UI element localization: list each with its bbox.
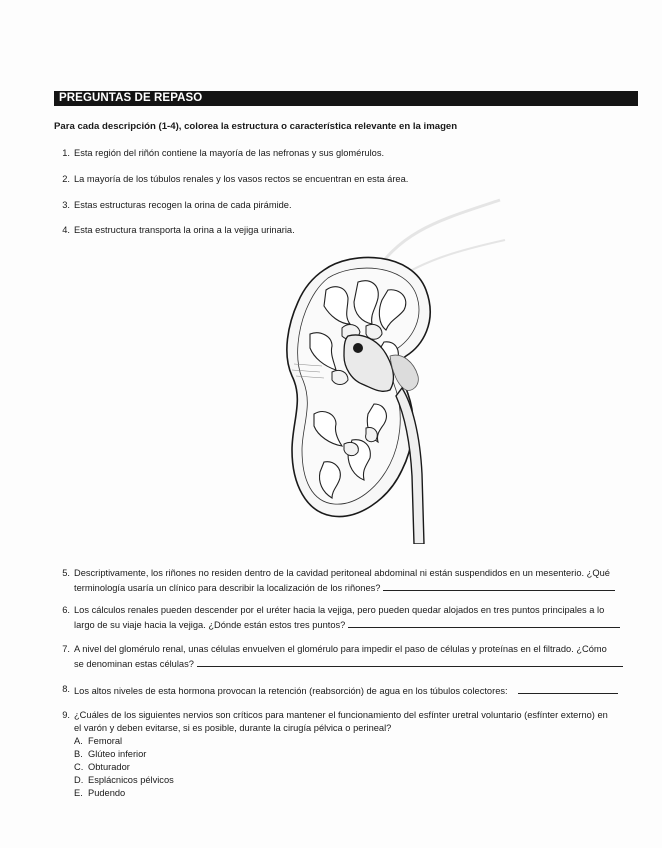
option-e[interactable]: E. Pudendo [74, 788, 126, 798]
answer-options [74, 735, 644, 800]
option-c[interactable]: C. Obturador [74, 762, 130, 772]
question-text-line1: ¿Cuáles de los siguientes nervios son críticos para mantener el funcionamiento del esfínter uretral voluntario (esfínter externo) en [74, 710, 608, 720]
option-b[interactable]: B. Glúteo inferior [74, 749, 147, 759]
question-text-line1: A nivel del glomérulo renal, unas células envuelven el glomérulo para impedir el paso de células y proteínas en el filtrado. ¿Cómo [74, 644, 607, 654]
question-text: Esta región del riñón contiene la mayoría de las nefronas y sus glomérulos. [74, 148, 385, 158]
question-text-line2: terminología usaría un clínico para describir la localización de los riñones? [74, 583, 381, 593]
question-text: Esta estructura transporta la orina a la vejiga urinaria. [74, 225, 295, 235]
question-text-line1: Los cálculos renales pueden descender por el uréter hacia la vejiga, pero pueden quedar alojados en tres puntos principales a lo [74, 605, 605, 615]
question-text-line2: se denominan estas células? [74, 659, 194, 669]
question-text: La mayoría de los túbulos renales y los vasos rectos se encuentran en esta área. [74, 174, 409, 184]
question-3 [54, 199, 644, 212]
question-6 [54, 604, 644, 632]
question-number: 5. [62, 568, 70, 578]
question-text-line1: Los altos niveles de esta hormona provocan la retención (reabsorción) de agua en los túbulos colectores: [74, 686, 508, 696]
question-number: 4. [62, 225, 70, 235]
question-number: 3. [62, 200, 70, 210]
option-d[interactable]: D. Esplácnicos pélvicos [74, 775, 174, 785]
question-number: 9. [62, 710, 70, 720]
question-text-line1: Descriptivamente, los riñones no residen dentro de la cavidad peritoneal abdominal ni están suspendidos en un mesenterio. ¿Qué [74, 568, 610, 578]
answer-blank[interactable] [383, 580, 615, 591]
question-number: 6. [62, 605, 70, 615]
answer-blank[interactable] [197, 656, 623, 667]
question-5 [54, 567, 644, 595]
question-1 [54, 147, 644, 160]
section-title: PREGUNTAS DE REPASO [59, 92, 203, 104]
question-text-line2: largo de su viaje hacia la vejiga. ¿Dónde están estos tres puntos? [74, 620, 346, 630]
kidney-illustration [262, 244, 442, 544]
pelvis-opening [353, 343, 363, 353]
question-text: Estas estructuras recogen la orina de cada pirámide. [74, 200, 292, 210]
question-2 [54, 173, 644, 186]
question-8 [54, 683, 644, 698]
section-header [54, 91, 638, 106]
instruction-text: Para cada descripción (1-4), colorea la estructura o característica relevante en la imagen [54, 121, 458, 132]
option-a[interactable]: A. Femoral [74, 736, 123, 746]
question-number: 1. [62, 148, 70, 158]
question-number: 8. [62, 684, 70, 694]
answer-blank[interactable] [348, 617, 620, 628]
question-number: 2. [62, 174, 70, 184]
question-4 [54, 224, 644, 237]
question-9 [54, 709, 644, 800]
question-text-line2: el varón y deben evitarse, si es posible, durante la cirugía pélvica o perineal? [74, 723, 392, 733]
answer-blank[interactable] [518, 683, 618, 694]
question-number: 7. [62, 644, 70, 654]
question-7 [54, 643, 644, 671]
